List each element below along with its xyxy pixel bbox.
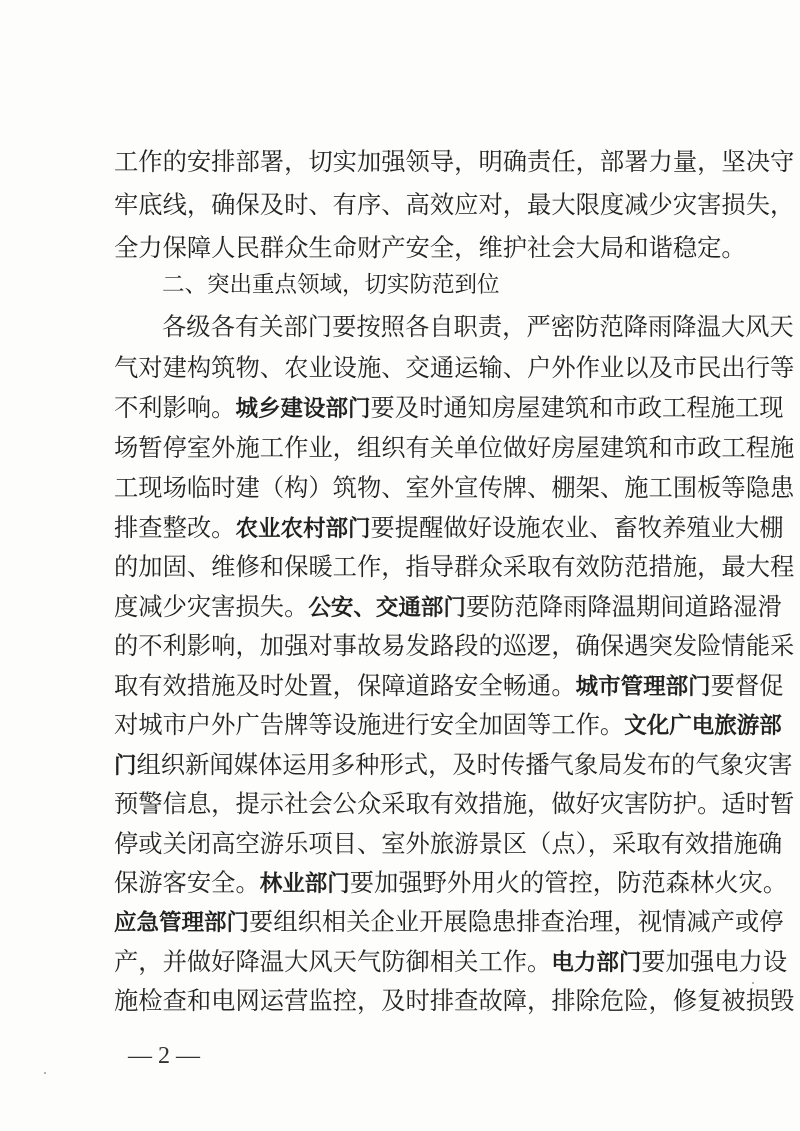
section-heading: 二、突出重点领域，切实防范到位 [162,272,500,298]
text-span: 对城市户外广告牌等设施进行安全加固等工作。 [114,710,625,739]
text-span: 排查整改。 [114,513,236,542]
text-line: 气对建构筑物、农业设施、交通运输、户外作业以及市民出行等 [114,353,795,382]
text-span: 产，并做好降温大风天气防御相关工作。 [114,947,552,976]
bold-dept-name: 电力部门 [551,950,642,976]
bold-dept-name: 公安、交通部门 [308,595,466,621]
text-line: 牢底线，确保及时、有序、高效应对，最大限度减少灾害损失， [114,190,795,219]
bold-dept-name: 农业农村部门 [235,516,371,542]
text-line [114,947,788,976]
text-line [114,513,784,542]
text-line: 全力保障人民群众生命财产安全，维护社会大局和谐稳定。 [114,233,746,262]
scan-speck [752,982,754,984]
text-line [114,868,788,897]
bold-dept-name: 城乡建设部门 [235,396,371,422]
text-span: 要加强野外用火的管控，防范森林火灾。 [349,868,788,897]
text-line [114,907,784,936]
text-span: 不利影响。 [114,393,236,422]
bold-dept-name: 文化广电旅游部 [624,713,782,739]
text-line: 工作的安排部署，切实加强领导，明确责任，部署力量，坚决守 [114,147,795,176]
text-line: 各级各有关部门要按照各自职责，严密防范降雨降温大风天 [162,312,794,341]
text-line [114,393,784,422]
text-line [114,671,784,700]
bold-dept-name: 城市管理部门 [575,674,711,700]
text-span: 要提醒做好设施农业、畜牧养殖业大棚 [370,513,784,542]
bold-dept-name: 门 [114,753,137,779]
text-line [114,710,782,739]
text-span: 要及时通知房屋建筑和市政工程施工现 [370,393,784,422]
scan-speck [44,1072,46,1074]
text-span: 组织新闻媒体运用多种形式，及时传播气象局发布的气象灾害 [136,750,793,779]
text-line: 预警信息，提示社会公众采取有效措施，做好灾害防护。适时暂 [114,789,795,818]
text-line: 停或关闭高空游乐项目、室外旅游景区（点），采取有效措施确 [114,829,783,858]
bold-dept-name: 林业部门 [259,871,350,897]
text-line: 的加固、维修和保暖工作，指导群众采取有效防范措施，最大程 [114,552,795,581]
bold-dept-name: 应急管理部门 [114,910,250,936]
text-line [114,750,793,779]
text-span: 度减少灾害损失。 [114,592,309,621]
text-span: 要督促 [710,671,784,700]
text-line: 的不利影响，加强对事故易发路段的巡逻，确保遇突发险情能采 [114,631,795,660]
text-span: 取有效措施及时处置，保障道路安全畅通。 [114,671,576,700]
text-span: 要防范降雨降温期间道路湿滑 [465,592,782,621]
text-line [114,592,782,621]
text-line: 施检查和电网运营监控，及时排查故障，排除危险，修复被损毁 [114,986,795,1015]
text-span: 要加强电力设 [641,947,788,976]
text-span: 要组织相关企业开展隐患排查治理，视情减产或停 [249,907,784,936]
text-line: 工现场临时建（构）筑物、室外宣传牌、棚架、施工围板等隐患 [114,473,795,502]
page-number: — 2 — [128,1043,200,1069]
text-line: 场暂停室外施工作业，组织有关单位做好房屋建筑和市政工程施 [114,433,795,462]
text-span: 保游客安全。 [114,868,260,897]
